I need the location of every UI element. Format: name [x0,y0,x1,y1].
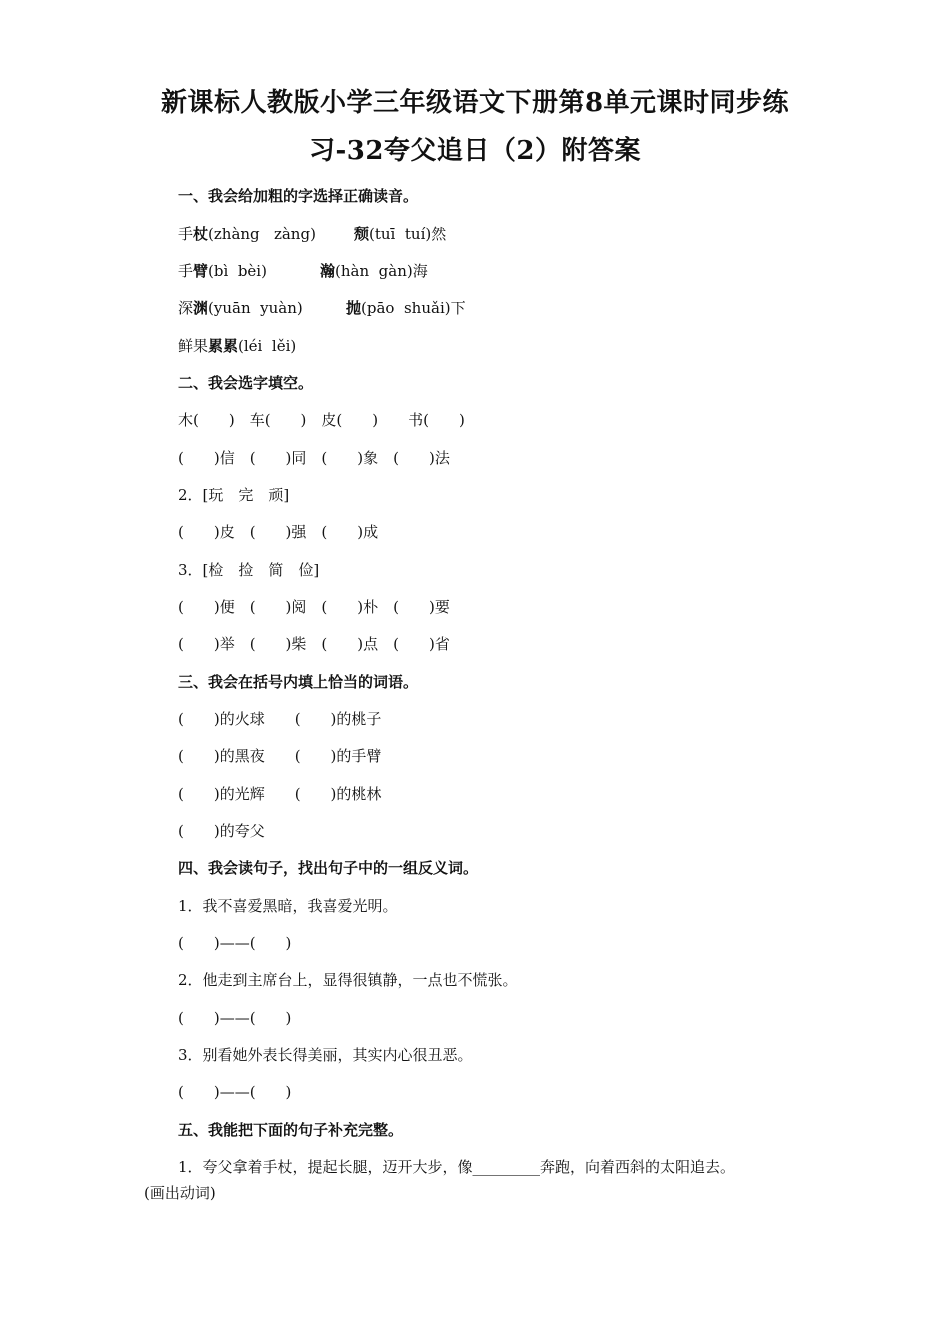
question-text: 2．他走到主席台上，显得很镇静，一点也不慌张。 [178,971,518,989]
question-text: 1．夸父拿着手杖，提起长腿，迈开大步，像_________奔跑，向着西斜的太阳追去。 [178,1158,736,1176]
pinyin-options: (bì bèi) [208,262,267,280]
word-text: 手 [178,262,194,280]
bold-char: 颓 [354,225,370,243]
pinyin-row-2b [320,261,428,281]
section1-heading: 一、我会给加粗的字选择正确读音。 [178,187,419,205]
bold-char: 渊 [193,299,209,317]
pinyin-row-4 [178,336,296,356]
fill-line: ( )的火球 ( )的桃子 [178,710,382,728]
section5-heading: 五、我能把下面的句子补充完整。 [178,1121,404,1139]
pinyin-row-1 [178,224,316,244]
fill-line: ( )皮 ( )强 ( )成 [178,523,379,541]
answer-blank: ( )——( ) [178,934,292,952]
group-label: 2．[玩 完 顽] [178,486,290,504]
pinyin-row-3b [346,298,466,318]
section2-heading: 二、我会选字填空。 [178,374,314,392]
bold-char: 瀚 [320,262,336,280]
question-text: 3．别看她外表长得美丽，其实内心很丑恶。 [178,1046,473,1064]
bold-char: 臂 [193,262,209,280]
bold-char: 累累 [208,337,239,355]
fill-line: 木( ) 车( ) 皮( ) 书( ) [178,411,465,429]
document-title-line1: 新课标人教版小学三年级语文下册第8单元课时同步练 [160,88,790,118]
fill-line: ( )的光辉 ( )的桃林 [178,785,382,803]
section3-heading: 三、我会在括号内填上恰当的词语。 [178,673,419,691]
group-label: 3．[检 捡 简 俭] [178,561,320,579]
pinyin-options: (pāo shuǎi)下 [361,299,466,317]
word-text: 深 [178,299,194,317]
bold-char: 抛 [346,299,362,317]
pinyin-row-2 [178,261,267,281]
pinyin-options: (zhàng zàng) [208,225,316,243]
word-text: 手 [178,225,194,243]
question-text: 1．我不喜爱黑暗，我喜爱光明。 [178,897,398,915]
fill-line: ( )信 ( )同 ( )象 ( )法 [178,449,450,467]
pinyin-row-3 [178,298,303,318]
fill-line: ( )便 ( )阅 ( )朴 ( )要 [178,598,450,616]
document-title-line2: 习-32夸父追日（2）附答案 [308,136,642,166]
pinyin-options: (tuī tuí)然 [369,225,447,243]
fill-line: ( )举 ( )柴 ( )点 ( )省 [178,635,450,653]
word-text: 鲜果 [178,337,209,355]
answer-blank: ( )——( ) [178,1083,292,1101]
bold-char: 杖 [193,225,209,243]
fill-line: ( )的夸父 [178,822,265,840]
pinyin-row-1b [354,224,446,244]
pinyin-options: (hàn gàn)海 [335,262,428,280]
question-note: (画出动词) [144,1184,216,1202]
answer-blank: ( )——( ) [178,1009,292,1027]
pinyin-options: (yuān yuàn) [208,299,303,317]
pinyin-options: (léi lěi) [238,337,297,355]
fill-line: ( )的黑夜 ( )的手臂 [178,747,382,765]
section4-heading: 四、我会读句子，找出句子中的一组反义词。 [178,859,479,877]
